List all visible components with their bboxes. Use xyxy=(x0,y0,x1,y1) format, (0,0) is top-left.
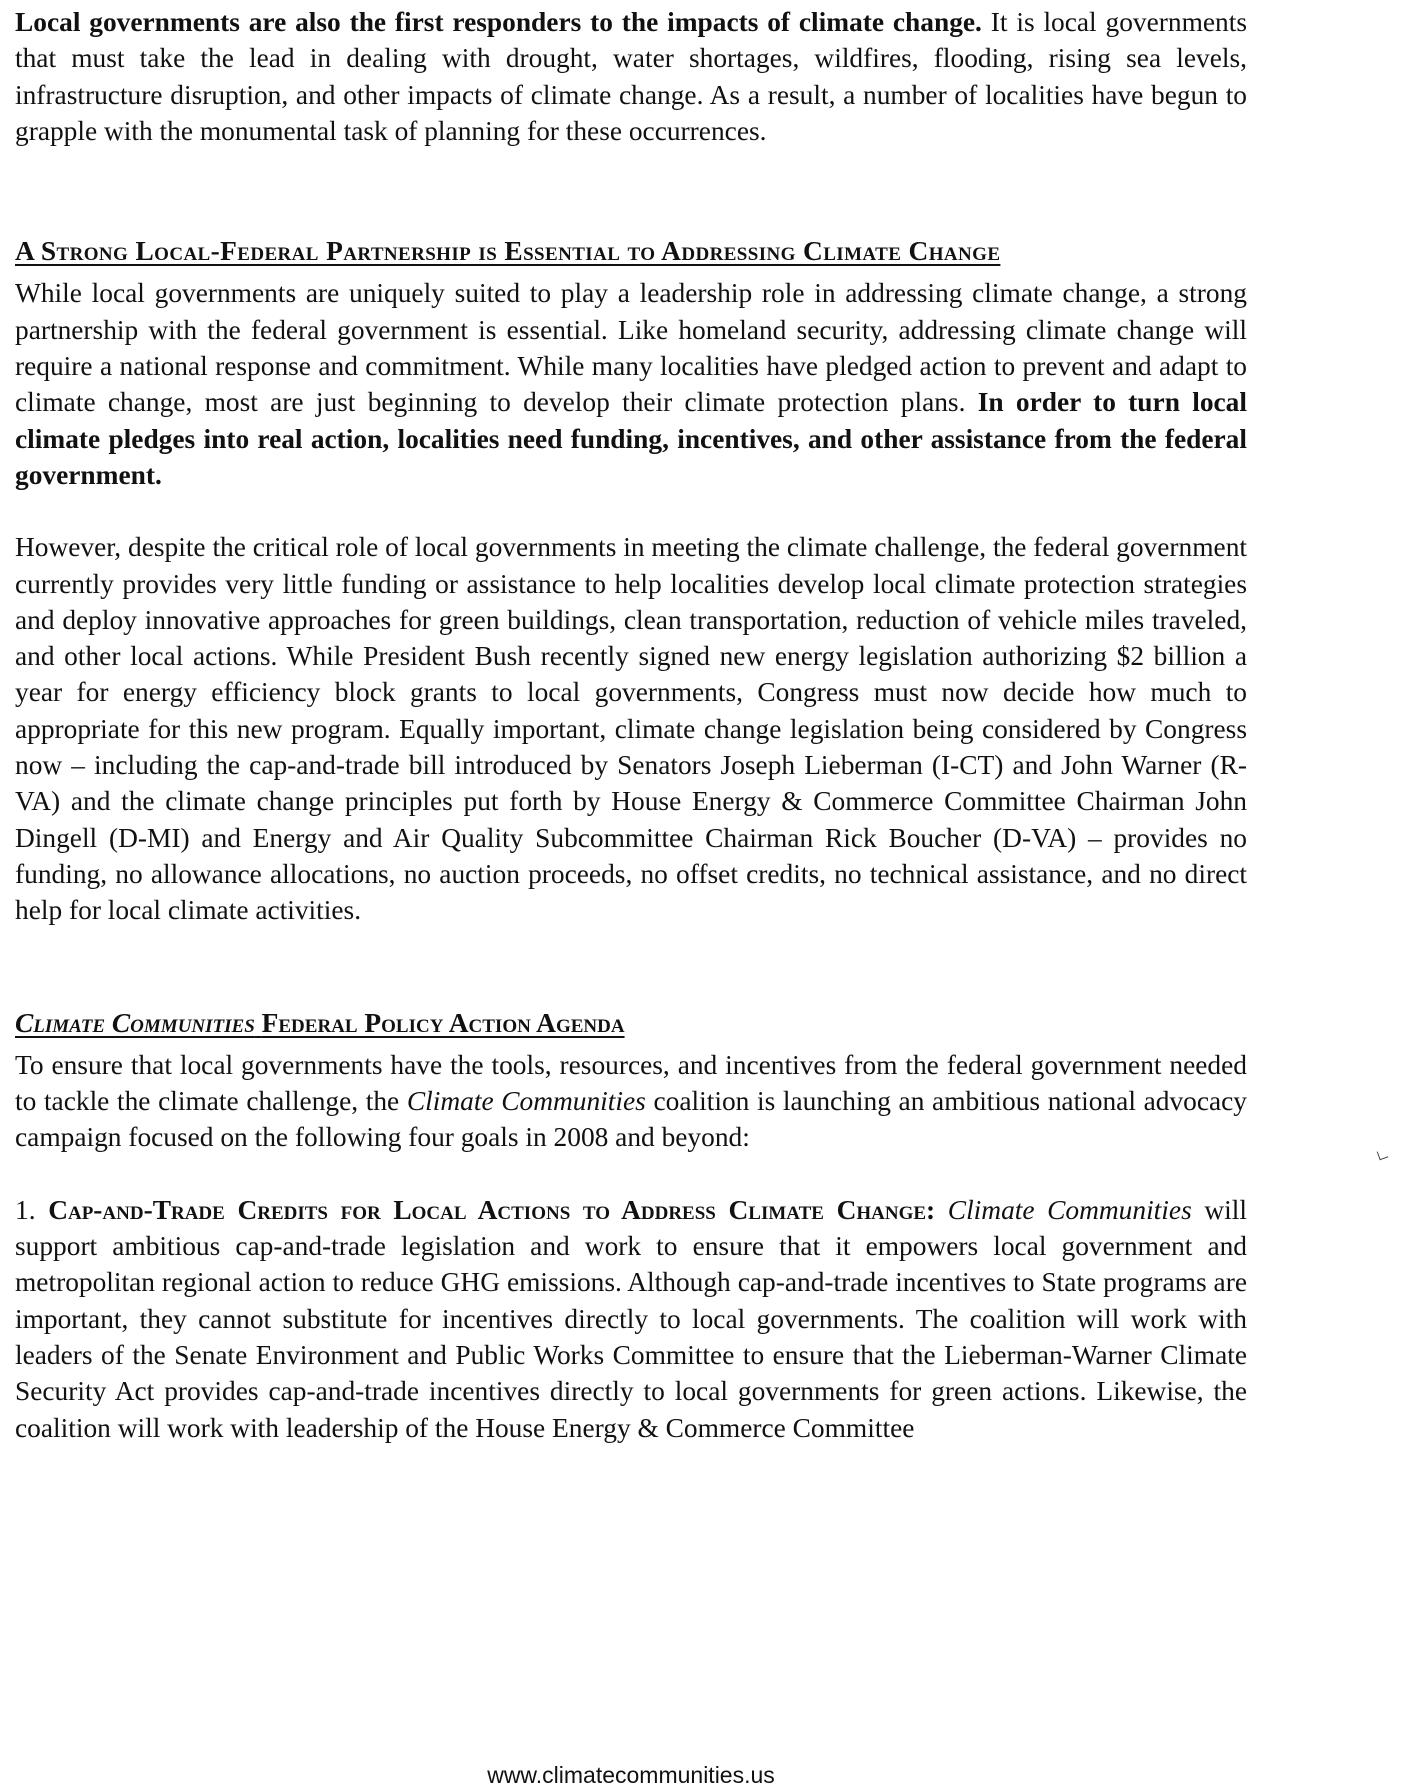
scan-artifact-mark xyxy=(1377,1149,1389,1161)
section-heading-agenda xyxy=(15,1005,1247,1041)
intro-paragraph xyxy=(15,4,1247,149)
agenda-heading-italic: Climate Communities xyxy=(15,1007,255,1038)
section-heading-partnership: A Strong Local-Federal Partnership is Essential to Addressing Climate Change xyxy=(15,236,1001,267)
item-title: Cap-and-Trade Credits for Local Actions to Address Climate Change: xyxy=(48,1194,936,1225)
partnership-bold-sentence: In order to turn local climate pledges into real action, localities need funding, incentives, and other assistance from the federal government. xyxy=(15,387,1247,490)
partnership-paragraph-2: However, despite the critical role of local governments in meeting the climate challenge, the federal government currently provides very little funding or assistance to help localities develop local climate protection strategies and deploy innovative approaches for green buildings, clean transportation, reduction of vehicle miles traveled, and other local actions. While President Bush recently signed new energy legislation authorizing $2 billion a year for energy efficiency block grants to local governments, Congress must now decide how much to appropriate for this new program. Equally important, climate change legislation being considered by Congress now – including the cap-and-trade bill introduced by Senators Joseph Lieberman (I-CT) and John Warner (R-VA) and the climate change principles put forth by House Energy & Commerce Committee Chairman John Dingell (D-MI) and Energy and Air Quality Subcommittee Chairman Rick Boucher (D-VA) – provides no funding, no allowance allocations, no auction proceeds, no offset credits, no technical assistance, and no direct help for local climate activities. xyxy=(15,532,1247,926)
agenda-intro-text-a: To ensure that local governments have the tools, resources, and incentives from the federal government needed to tackle the climate challenge, the xyxy=(15,1049,1247,1117)
agenda-intro-paragraph xyxy=(15,1047,1247,1156)
agenda-intro-text-b: coalition is launching an ambitious national advocacy campaign focused on the following four goals in 2008 and beyond: xyxy=(15,1086,1248,1153)
item-italic: Climate Communities xyxy=(947,1194,1192,1225)
item-text: will support ambitious cap-and-trade legislation and work to ensure that it empowers local government and metropolitan regional action to reduce GHG emissions. Although cap-and-trade incentives to State programs are important, they cannot substitute for incentives directly to local governments. The coalition will work with leaders of the Senate Environment and Public Works Committee to ensure that the Lieberman-Warner Climate Security Act provides cap-and-trade incentives directly to local governments for green actions. Likewise, the coalition will work with leadership of the House Energy & Commerce Committee xyxy=(15,1194,1247,1443)
intro-text: It is local governments that must take the lead in dealing with drought, water shortages, wildfires, flooding, rising sea levels, infrastructure disruption, and other impacts of climate change. As a result, a number of localities have begun to grapple with the monumental task of planning for these occurrences. xyxy=(15,7,1247,146)
item-number: 1. xyxy=(15,1194,36,1225)
document-page xyxy=(15,4,1247,1446)
agenda-heading-rest: Federal Policy Action Agenda xyxy=(261,1007,625,1038)
agenda-item-1 xyxy=(15,1192,1247,1446)
partnership-paragraph-1 xyxy=(15,275,1247,493)
footer-url: www.climatecommunities.us xyxy=(487,1762,775,1788)
agenda-intro-italic: Climate Communities xyxy=(406,1086,646,1117)
intro-bold-sentence: Local governments are also the first responders to the impacts of climate change. xyxy=(15,7,982,37)
partnership-text: While local governments are uniquely suited to play a leadership role in addressing climate change, a strong partnership with the federal government is essential. Like homeland security, addressing climate change will require a national response and commitment. While many localities have pledged action to prevent and adapt to climate change, most are just beginning to develop their climate protection plans. xyxy=(15,278,1247,418)
